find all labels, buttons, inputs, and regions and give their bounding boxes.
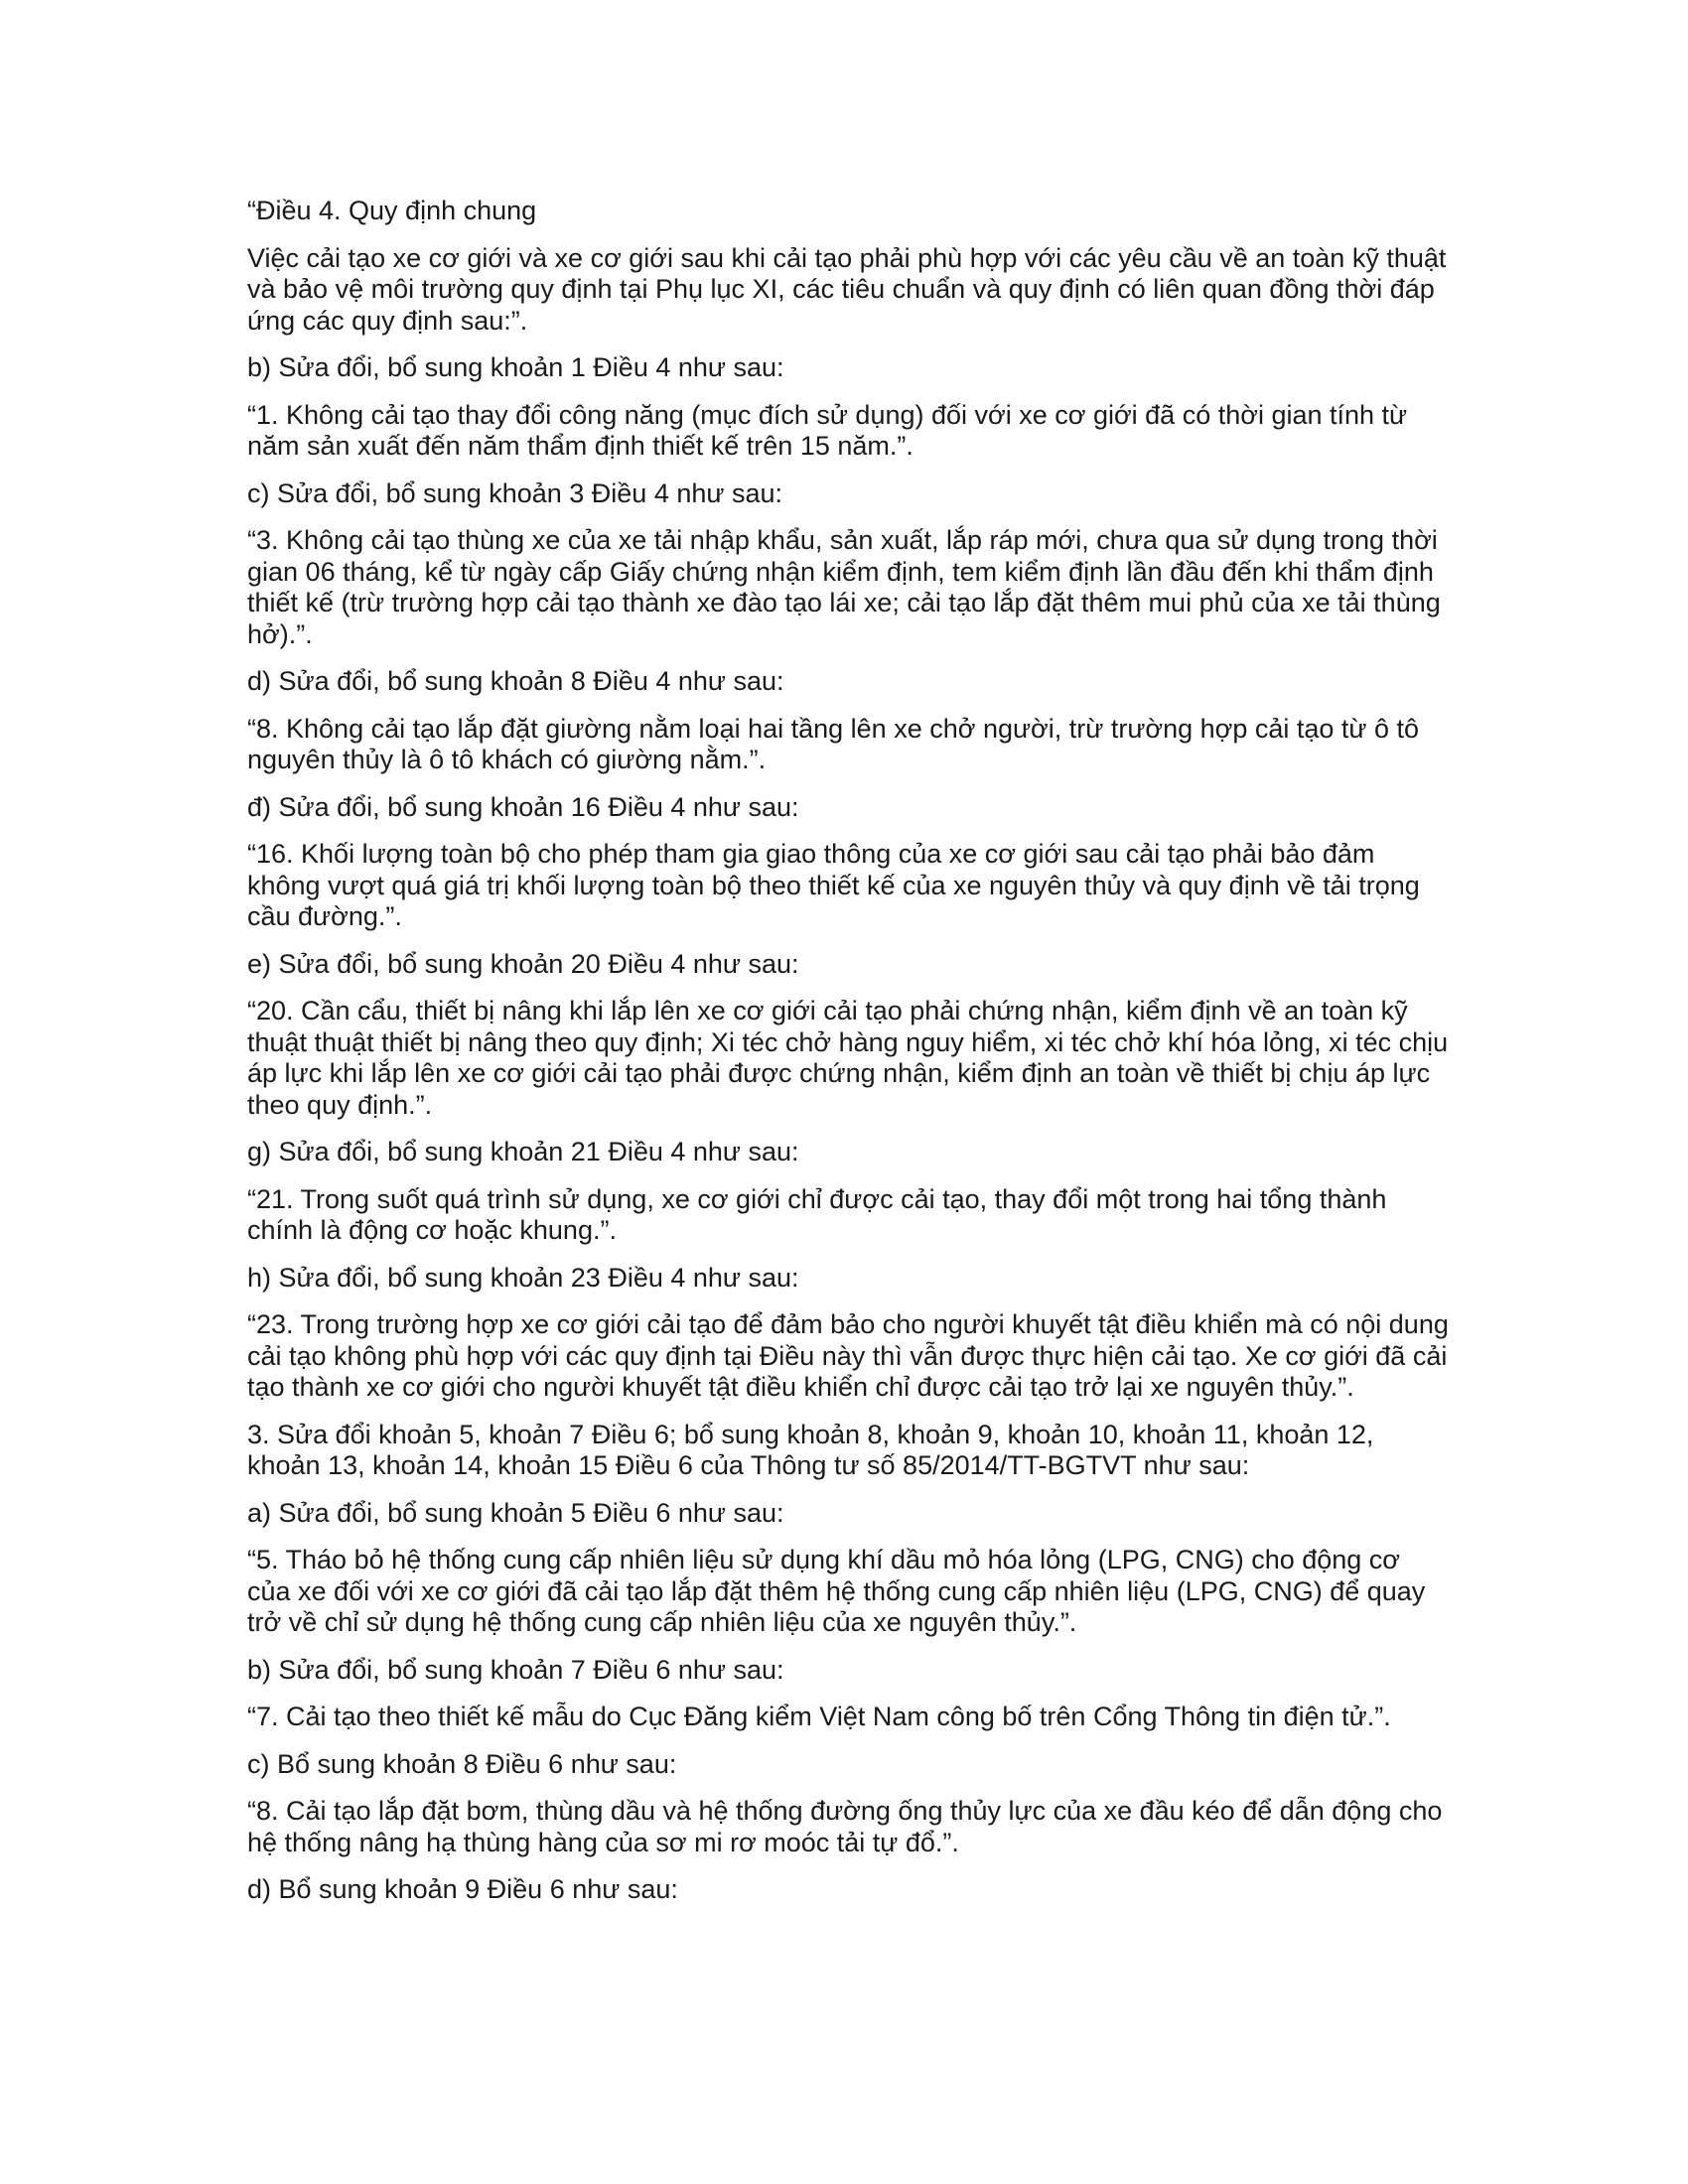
amendment-item: d) Bổ sung khoản 9 Điều 6 như sau: — [247, 1874, 678, 1904]
quoted-clause: “23. Trong trường hợp xe cơ giới cải tạo để đảm bảo cho người khuyết tật điều khiển mà có nội dung cải tạo không phù hợp với các quy định tại Điều này thì vẫn được thực hiện cải tạo. Xe cơ giới đã cải tạo thành xe cơ giới cho người khuyết tật điều khiển chỉ được cải tạo trở lại xe nguyên thủy.”. — [247, 1309, 1449, 1402]
quoted-clause: “3. Không cải tạo thùng xe của xe tải nhập khẩu, sản xuất, lắp ráp mới, chưa qua sử dụng trong thời gian 06 tháng, kể từ ngày cấp Giấy chứng nhận kiểm định, tem kiểm định lần đầu đến khi thẩm định thiết kế (trừ trường hợp cải tạo thành xe đào tạo lái xe; cải tạo lắp đặt thêm mui phủ của xe tải thùng hở).”. — [247, 525, 1441, 649]
article-heading: “Điều 4. Quy định chung — [247, 196, 537, 225]
amendment-item: d) Sửa đổi, bổ sung khoản 8 Điều 4 như sau: — [247, 666, 784, 696]
quoted-clause: “20. Cần cẩu, thiết bị nâng khi lắp lên xe cơ giới cải tạo phải chứng nhận, kiểm định về an toàn kỹ thuật thuật thiết bị nâng theo quy định; Xi téc chở hàng nguy hiểm, xi téc chở khí hóa lỏng, xi téc chịu áp lực khi lắp lên xe cơ giới cải tạo phải được chứng nhận, kiểm định an toàn về thiết bị chịu áp lực theo quy định.”. — [247, 996, 1449, 1120]
quoted-clause: “1. Không cải tạo thay đổi công năng (mục đích sử dụng) đối với xe cơ giới đã có thời gian tính từ năm sản xuất đến năm thẩm định thiết kế trên 15 năm.”. — [247, 399, 1408, 461]
amendment-item: a) Sửa đổi, bổ sung khoản 5 Điều 6 như sau: — [247, 1497, 784, 1528]
quoted-clause: “8. Không cải tạo lắp đặt giường nằm loại hai tầng lên xe chở người, trừ trường hợp cải tạo từ ô tô nguyên thủy là ô tô khách có giường nằm.”. — [247, 713, 1420, 774]
amendment-item: đ) Sửa đổi, bổ sung khoản 16 Điều 4 như sau: — [247, 791, 799, 822]
document-body — [247, 196, 1449, 1922]
quoted-clause: “7. Cải tạo theo thiết kế mẫu do Cục Đăng kiểm Việt Nam công bố trên Cổng Thông tin điện tử.”. — [247, 1702, 1391, 1731]
amendment-item: b) Sửa đổi, bổ sung khoản 7 Điều 6 như sau: — [247, 1654, 784, 1685]
amendment-item: c) Sửa đổi, bổ sung khoản 3 Điều 4 như sau: — [247, 478, 782, 508]
quoted-clause: “21. Trong suốt quá trình sử dụng, xe cơ giới chỉ được cải tạo, thay đổi một trong hai tổng thành chính là động cơ hoặc khung.”. — [247, 1183, 1387, 1245]
amendment-item: b) Sửa đổi, bổ sung khoản 1 Điều 4 như sau: — [247, 352, 784, 382]
amendment-item: e) Sửa đổi, bổ sung khoản 20 Điều 4 như sau: — [247, 948, 799, 979]
amendment-item: c) Bổ sung khoản 8 Điều 6 như sau: — [247, 1748, 677, 1779]
amendment-item: h) Sửa đổi, bổ sung khoản 23 Điều 4 như sau: — [247, 1262, 799, 1293]
quoted-clause: “16. Khối lượng toàn bộ cho phép tham gia giao thông của xe cơ giới sau cải tạo phải bảo đảm không vượt quá giá trị khối lượng toàn bộ theo thiết kế của xe nguyên thủy và quy định về tải trọng cầu đường.”. — [247, 839, 1420, 931]
body-paragraph: Việc cải tạo xe cơ giới và xe cơ giới sau khi cải tạo phải phù hợp với các yêu cầu về an toàn kỹ thuật và bảo vệ môi trường quy định tại Phụ lục XI, các tiêu chuẩn và quy định có liên quan đồng thời đáp ứng các quy định sau:”. — [247, 242, 1447, 336]
section-item: 3. Sửa đổi khoản 5, khoản 7 Điều 6; bổ sung khoản 8, khoản 9, khoản 10, khoản 11, khoản 12, khoản 13, khoản 14, khoản 15 Điều 6 của Thông tư số 85/2014/TT-BGTVT như sau: — [247, 1419, 1374, 1480]
quoted-clause: “5. Tháo bỏ hệ thống cung cấp nhiên liệu sử dụng khí dầu mỏ hóa lỏng (LPG, CNG) cho động cơ của xe đối với xe cơ giới đã cải tạo lắp đặt thêm hệ thống cung cấp nhiên liệu (LPG, CNG) để quay trở về chỉ sử dụng hệ thống cung cấp nhiên liệu của xe nguyên thủy.”. — [247, 1545, 1426, 1637]
amendment-item: g) Sửa đổi, bổ sung khoản 21 Điều 4 như sau: — [247, 1137, 799, 1166]
quoted-clause: “8. Cải tạo lắp đặt bơm, thùng dầu và hệ thống đường ống thủy lực của xe đầu kéo để dẫn động cho hệ thống nâng hạ thùng hàng của sơ mi rơ moóc tải tự đổ.”. — [247, 1796, 1443, 1857]
